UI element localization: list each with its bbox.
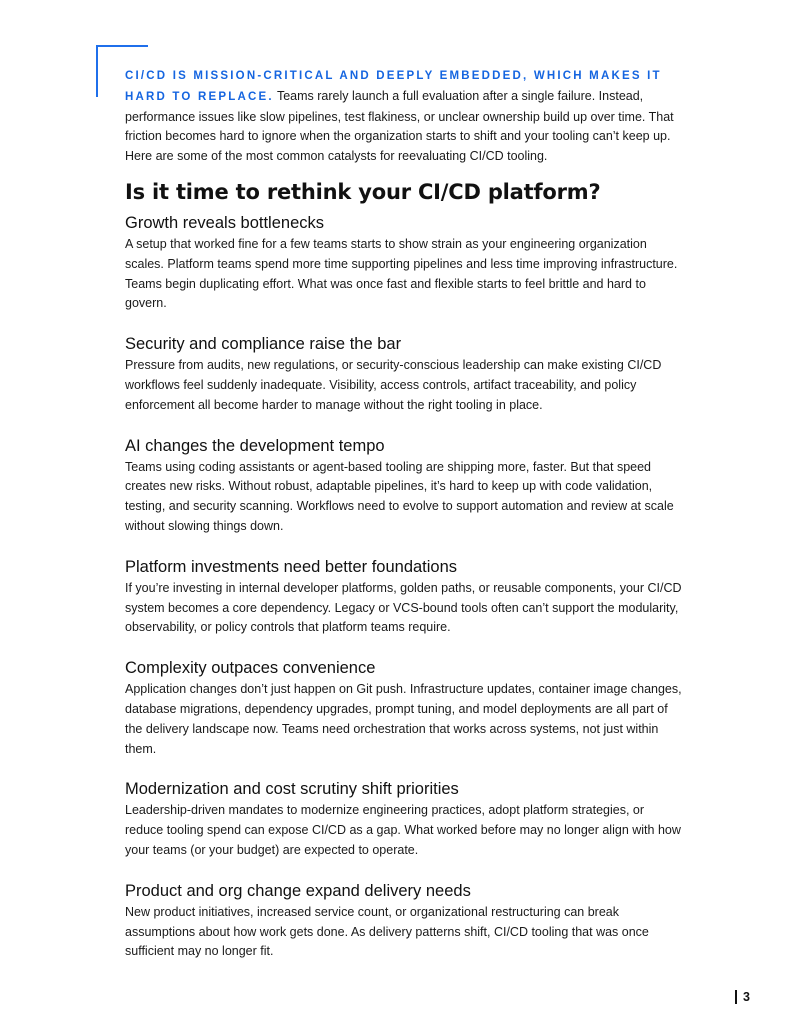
page-title: Is it time to rethink your CI/CD platform?: [125, 179, 601, 204]
section-body: Application changes don’t just happen on Git push. Infrastructure updates, container image changes, database migrations, dependency upgrades, prompt tuning, and model deployments are all part of the delivery landscape now. Teams need orchestration that works across systems, not just within them.: [125, 682, 682, 756]
section-ai: [125, 436, 685, 537]
section-platform: [125, 557, 685, 638]
sections-list: [125, 213, 685, 962]
section-heading: Complexity outpaces convenience: [125, 659, 376, 678]
section-heading: AI changes the development tempo: [125, 436, 385, 455]
section-growth: [125, 213, 685, 314]
intro-lead: CI/CD IS MISSION-CRITICAL AND DEEPLY EMBEDDED, WHICH MAKES IT HARD TO REPLACE.: [125, 70, 662, 103]
section-body: Pressure from audits, new regulations, or security-conscious leadership can make existing CI/CD workflows feel suddenly inadequate. Visibility, access controls, artifact traceability, and policy enforcement all become harder to manage without the right tooling in place.: [125, 358, 662, 412]
footer-divider: [735, 990, 737, 1004]
section-modernization: [125, 779, 685, 860]
section-body: Teams using coding assistants or agent-based tooling are shipping more, faster. But that speed creates new risks. Without robust, adaptable pipelines, it’s hard to keep up with code validation, testing, and security scanning. Workflows need to evolve to support automation and review at scale without slowing things down.: [125, 459, 674, 533]
section-heading: Growth reveals bottlenecks: [125, 213, 325, 232]
section-heading: Security and compliance raise the bar: [125, 335, 402, 354]
page-footer: [735, 990, 750, 1004]
intro-paragraph: [125, 66, 685, 167]
page-content: [125, 66, 685, 982]
section-heading: Modernization and cost scrutiny shift priorities: [125, 780, 459, 799]
section-product-org: [125, 881, 685, 962]
section-body: A setup that worked fine for a few teams starts to show strain as your engineering organization scales. Platform teams spend more time supporting pipelines and less time improving infrastructure. Teams begin duplicating effort. What was once fast and flexible starts to feel brittle and hard to govern.: [125, 236, 678, 311]
section-heading: Product and org change expand delivery needs: [125, 881, 471, 900]
section-security: [125, 334, 685, 415]
section-complexity: [125, 658, 685, 759]
section-body: New product initiatives, increased service count, or organizational restructuring can break assumptions about how work gets done. As delivery patterns shift, CI/CD tooling that was once sufficient may no longer fit.: [125, 904, 649, 959]
page-number: 3: [743, 990, 750, 1004]
section-body: If you’re investing in internal developer platforms, golden paths, or reusable components, your CI/CD system becomes a core dependency. Legacy or VCS-bound tools often can’t support the modularity, observability, or policy controls that platform teams require.: [125, 580, 682, 635]
section-heading: Platform investments need better foundations: [125, 557, 458, 576]
intro-text: Teams rarely launch a full evaluation after a single failure. Instead, performance issues like slow pipelines, test flakiness, or unclear ownership build up over time. That friction becomes hard to ignore when the organization starts to shift and your tooling can’t keep up. Here are some of the most common catalysts for reevaluating CI/CD tooling.: [125, 88, 674, 164]
section-body: Leadership-driven mandates to modernize engineering practices, adopt platform strategies, or reduce tooling spend can expose CI/CD as a gap. What worked before may no longer align with how your teams (or your budget) are expected to operate.: [125, 803, 681, 857]
